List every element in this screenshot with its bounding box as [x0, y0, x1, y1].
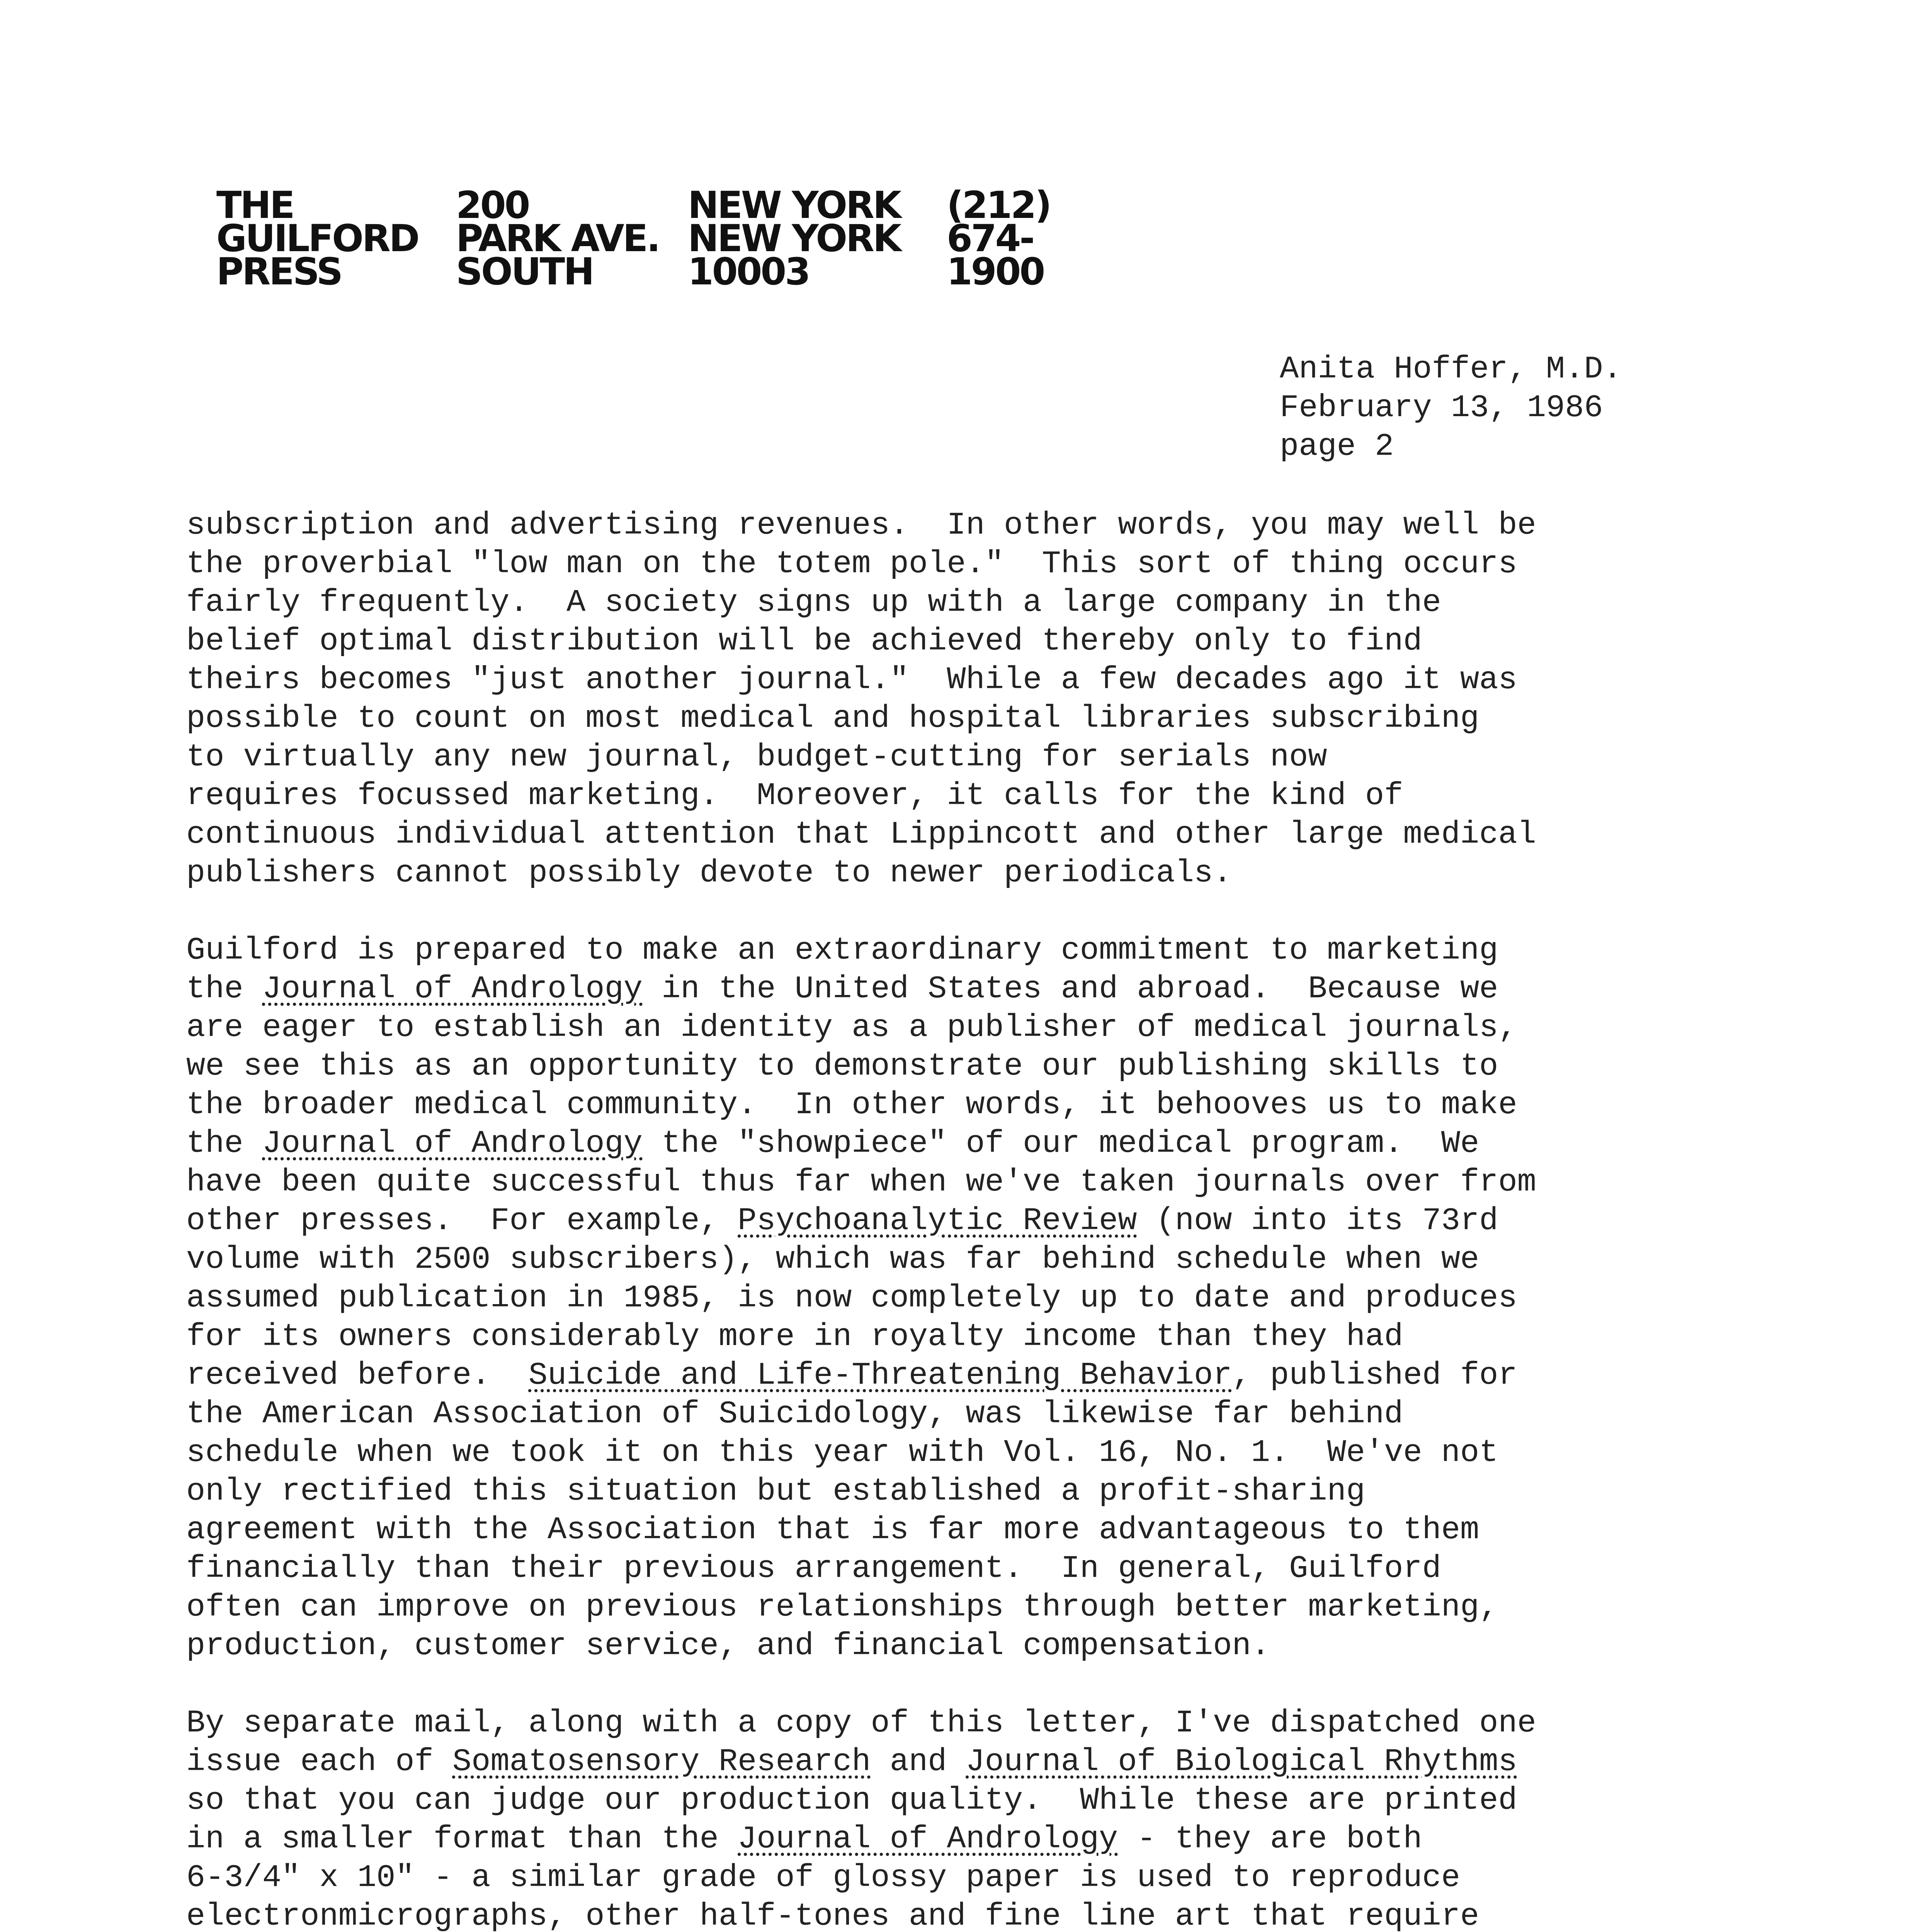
recipient-name: Anita Hoffer, M.D.	[1280, 351, 1622, 387]
journal-title-underlined: Suicide and Life-Threatening Behavior	[528, 1357, 1232, 1393]
journal-title-underlined: Journal of Biological Rhythms	[966, 1744, 1517, 1780]
text-segment: in a smaller format than the	[186, 1821, 738, 1857]
letterhead-line: 674-	[947, 217, 1034, 260]
text-line: agreement with the Association that is far more advantageous to them	[186, 1512, 1480, 1548]
text-line: volume with 2500 subscribers), which was far behind schedule when we	[186, 1242, 1480, 1277]
letterhead-company-name	[216, 184, 418, 293]
letterhead-line: GUILFORD	[216, 217, 418, 260]
text-line: continuous individual attention that Lippincott and other large medical	[186, 816, 1536, 852]
paragraph-1	[186, 506, 1863, 893]
letterhead-city	[688, 184, 900, 293]
text-line: often can improve on previous relationships through better marketing,	[186, 1589, 1498, 1625]
text-segment: - they are both	[1118, 1821, 1422, 1857]
letterhead-line: THE	[216, 184, 294, 227]
letterhead-line: (212)	[947, 184, 1051, 227]
text-line: for its owners considerably more in royalty income than they had	[186, 1319, 1403, 1355]
text-line	[186, 1820, 1863, 1859]
journal-title-underlined: Journal of Andrology	[262, 1126, 643, 1162]
letterhead-line: 200	[456, 184, 529, 227]
letterhead-line: 1900	[947, 250, 1044, 293]
text-segment: (now into its 73rd	[1137, 1203, 1498, 1239]
text-line	[186, 1356, 1863, 1395]
letter-body	[186, 506, 1863, 1932]
text-line: the American Association of Suicidology, was likewise far behind	[186, 1396, 1403, 1432]
letterhead-phone	[947, 184, 1051, 293]
page-header-meta	[1280, 350, 1622, 466]
letterhead-line: NEW YORK	[688, 217, 900, 260]
text-line: have been quite successful thus far when we've taken journals over from	[186, 1164, 1536, 1200]
text-line: subscription and advertising revenues. In other words, you may well be	[186, 507, 1536, 543]
text-line: theirs becomes "just another journal." While a few decades ago it was	[186, 662, 1517, 698]
letterhead-line: SOUTH	[456, 250, 593, 293]
text-line: fairly frequently. A society signs up with a large company in the	[186, 585, 1441, 621]
letterhead-line: NEW YORK	[688, 184, 900, 227]
text-line: schedule when we took it on this year with Vol. 16, No. 1. We've not	[186, 1435, 1498, 1471]
text-line: to virtually any new journal, budget-cutting for serials now	[186, 739, 1327, 775]
text-line: the proverbial "low man on the totem pole." This sort of thing occurs	[186, 546, 1517, 582]
letterhead-line: PRESS	[216, 250, 342, 293]
text-segment: other presses. For example,	[186, 1203, 738, 1239]
text-line: financially than their previous arrangement. In general, Guilford	[186, 1551, 1441, 1587]
text-line: publishers cannot possibly devote to newer periodicals.	[186, 855, 1232, 891]
text-line	[186, 1124, 1863, 1163]
page-number: page 2	[1280, 429, 1394, 464]
text-line: production, customer service, and financial compensation.	[186, 1628, 1270, 1664]
text-line	[186, 1202, 1863, 1240]
text-line: the broader medical community. In other words, it behooves us to make	[186, 1087, 1517, 1123]
journal-title-underlined: Psychoanalytic Review	[738, 1203, 1137, 1239]
letterhead-street-address	[456, 184, 659, 293]
text-line: Guilford is prepared to make an extraordinary commitment to marketing	[186, 932, 1498, 968]
paragraph-3	[186, 1704, 1863, 1932]
journal-title-underlined: Journal of Andrology	[738, 1821, 1118, 1857]
text-line: 6-3/4" x 10" - a similar grade of glossy paper is used to reproduce	[186, 1860, 1460, 1896]
text-line: requires focussed marketing. Moreover, it calls for the kind of	[186, 778, 1403, 814]
text-line: are eager to establish an identity as a publisher of medical journals,	[186, 1010, 1517, 1046]
journal-title-underlined: Journal of Andrology	[262, 971, 643, 1007]
text-line: we see this as an opportunity to demonstrate our publishing skills to	[186, 1048, 1498, 1084]
text-line	[186, 970, 1863, 1009]
text-segment: received before.	[186, 1357, 529, 1393]
text-line: By separate mail, along with a copy of this letter, I've dispatched one	[186, 1705, 1536, 1741]
text-line: assumed publication in 1985, is now completely up to date and produces	[186, 1280, 1517, 1316]
text-line: only rectified this situation but established a profit-sharing	[186, 1473, 1365, 1509]
text-segment: , published for	[1232, 1357, 1517, 1393]
text-line: belief optimal distribution will be achieved thereby only to find	[186, 623, 1422, 659]
text-segment: the	[186, 1126, 262, 1162]
text-line: so that you can judge our production quality. While these are printed	[186, 1782, 1517, 1818]
text-segment: the	[186, 971, 262, 1007]
text-segment: the "showpiece" of our medical program. We	[643, 1126, 1480, 1162]
text-line	[186, 1743, 1863, 1781]
text-line: possible to count on most medical and hospital libraries subscribing	[186, 701, 1480, 736]
text-segment: and	[871, 1744, 966, 1780]
letterhead-line: PARK AVE.	[456, 217, 659, 260]
letter-date: February 13, 1986	[1280, 390, 1603, 426]
letterhead-line: 10003	[688, 250, 809, 293]
journal-title-underlined: Somatosensory Research	[452, 1744, 871, 1780]
text-line: electronmicrographs, other half-tones and fine line art that require	[186, 1898, 1480, 1932]
text-segment: issue each of	[186, 1744, 452, 1780]
paragraph-2	[186, 931, 1863, 1665]
text-segment: in the United States and abroad. Because we	[643, 971, 1498, 1007]
